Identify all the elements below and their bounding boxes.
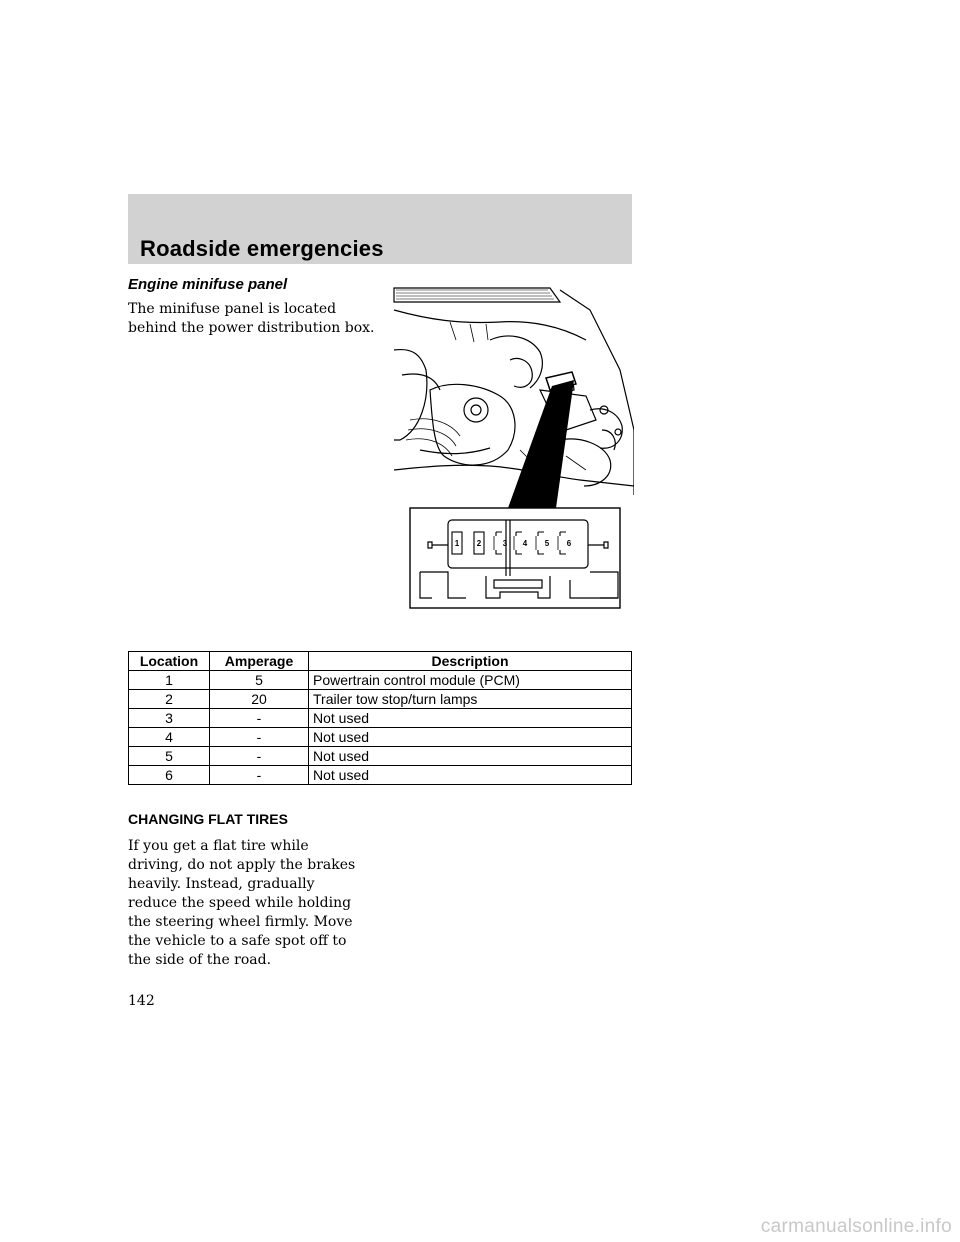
table-row xyxy=(129,709,632,728)
header-description: Description xyxy=(309,652,632,671)
page-number: 142 xyxy=(128,993,155,1009)
cell-location: 2 xyxy=(129,690,210,709)
fuse-label-4: 4 xyxy=(522,539,528,548)
cell-description: Not used xyxy=(309,747,632,766)
engine-minifuse-subheading: Engine minifuse panel xyxy=(128,276,288,293)
table-header-row xyxy=(129,652,632,671)
cell-description: Not used xyxy=(309,728,632,747)
fuse-label-2: 2 xyxy=(476,539,482,548)
minifuse-location-paragraph: The minifuse panel is located behind the power distribution box. xyxy=(128,301,375,336)
fuse-label-1: 1 xyxy=(454,539,460,548)
header-location: Location xyxy=(129,652,210,671)
cell-description: Trailer tow stop/turn lamps xyxy=(309,690,632,709)
table-row xyxy=(129,766,632,785)
fuse-label-3: 3 xyxy=(502,539,508,548)
cell-location: 3 xyxy=(129,709,210,728)
section-header-band xyxy=(128,194,632,264)
cell-location: 5 xyxy=(129,747,210,766)
section-title: Roadside emergencies xyxy=(140,236,384,261)
cell-location: 4 xyxy=(129,728,210,747)
table-row xyxy=(129,747,632,766)
fuse-label-6: 6 xyxy=(566,539,572,548)
cell-description: Not used xyxy=(309,766,632,785)
cell-amperage: - xyxy=(210,747,309,766)
changing-flat-tires-heading: CHANGING FLAT TIRES xyxy=(128,811,288,827)
cell-location: 1 xyxy=(129,671,210,690)
flat-tires-paragraph: If you get a flat tire while driving, do not apply the brakes heavily. Instead, gradually reduce the speed while holding the steering wheel firmly. Move the vehicle to a safe spot off to the side of the road. xyxy=(128,838,356,968)
table-row xyxy=(129,728,632,747)
header-amperage: Amperage xyxy=(210,652,309,671)
cell-amperage: - xyxy=(210,709,309,728)
cell-amperage: 20 xyxy=(210,690,309,709)
cell-amperage: - xyxy=(210,766,309,785)
cell-amperage: - xyxy=(210,728,309,747)
site-watermark: carmanualsonline.info xyxy=(760,1216,952,1237)
fuse-label-5: 5 xyxy=(544,539,550,548)
cell-amperage: 5 xyxy=(210,671,309,690)
table-row xyxy=(129,671,632,690)
table-row xyxy=(129,690,632,709)
cell-description: Not used xyxy=(309,709,632,728)
cell-description: Powertrain control module (PCM) xyxy=(309,671,632,690)
cell-location: 6 xyxy=(129,766,210,785)
engine-minifuse-illustration xyxy=(390,280,634,610)
minifuse-table xyxy=(128,651,632,785)
